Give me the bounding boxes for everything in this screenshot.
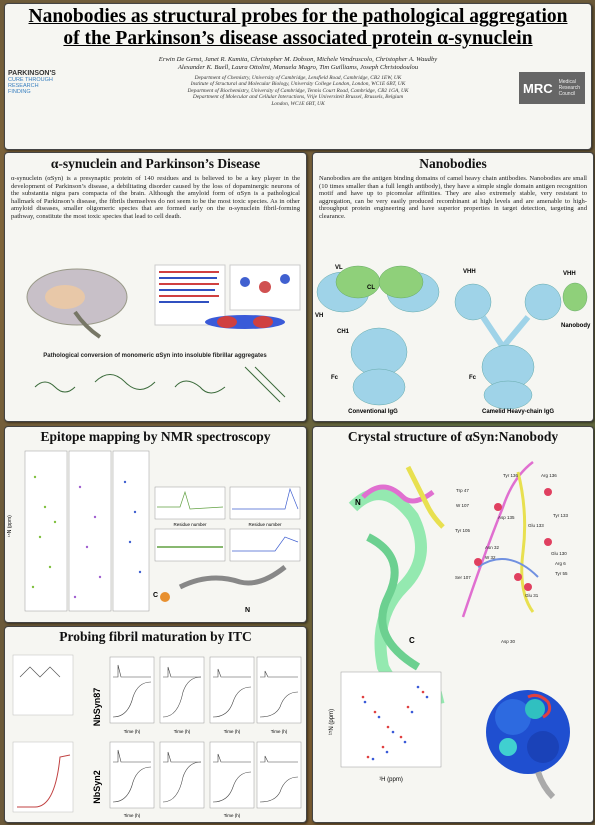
mrc-logo-text: MRC <box>523 80 553 96</box>
caption-conventional-igg: Conventional IgG <box>348 409 398 415</box>
antibody-figure <box>313 257 593 417</box>
label-vl: VL <box>335 265 343 271</box>
camelid-igg <box>455 283 587 409</box>
asyn-figure-caption: Pathological conversion of monomeric αSyn into insoluble fibrillar aggregates <box>43 353 267 359</box>
residue-label-1: Residue number <box>173 522 207 527</box>
nmr-title: Epitope mapping by NMR spectroscopy <box>40 429 271 444</box>
nmr-y-axis-label: ¹⁵N (ppm) <box>7 515 13 537</box>
res-label-15: Asp 30 <box>501 639 516 644</box>
res-label-3: W 107 <box>456 503 470 508</box>
asyn-figure <box>5 257 306 417</box>
res-label-14: Glu 31 <box>525 593 539 598</box>
res-label-5: Glu 133 <box>528 523 544 528</box>
itc-time-label-1: Time (h) <box>123 729 141 734</box>
affiliation-5: London, WC1E 6BT, UK <box>271 100 325 107</box>
res-label-12: Ser 107 <box>455 575 471 580</box>
authors-line2: Alexander K. Buell, Laura Ottolini, Manuela Magro, Tim Guilliams, Joseph Christodoulou <box>177 64 419 71</box>
parkinsons-logo <box>8 70 78 95</box>
res-label-6: Tyr 105 <box>455 528 471 533</box>
label-fc-right: Fc <box>469 375 477 381</box>
asyn-title: α-synuclein and Parkinson’s Disease <box>50 156 261 171</box>
nmr-label-n: N <box>245 607 251 614</box>
nanobodies-panel <box>312 152 594 422</box>
itc-row1-label: NbSyn87 <box>92 687 102 727</box>
authors-line1: Erwin De Genst, Janet R. Kumita, Christopher M. Dobson, Michele Vendruscolo, Christopher A. Waudby <box>158 56 438 63</box>
res-label-13: Tyr 55 <box>555 571 568 576</box>
itc-title: Probing fibril maturation by ITC <box>59 629 252 644</box>
single-nanobody <box>563 283 587 311</box>
chemical-shift-plots <box>155 487 300 561</box>
itc-time-label-3: Time (h) <box>223 729 241 734</box>
crystal-label-n: N <box>355 498 361 507</box>
asyn-text: α-synuclein (αSyn) is a presynaptic protein of 140 residues and is believed to be a key player in the development of Parkinson’s disease, a debilitating disorder caused by the loss of dopaminergic neurons of the substantia nigra pars compacta of the brain. Although the amyloid form of αSyn is a pathological hallmark of Parkinson’s disease, the fibrils themselves do not seem to be the most toxic species. As in other amyloid diseases, smaller oligomeric species that are formed early on the α-synuclein fibril-forming pathway, constitute the most toxic species that lead to cell death. <box>11 175 300 220</box>
residue-label-2: Residue number <box>248 522 282 527</box>
res-label-10: W 32 <box>485 555 496 560</box>
parkinsons-logo-title: PARKINSON'S <box>8 70 56 77</box>
aggregation-pathway <box>35 367 285 402</box>
hsqc-x-label: ¹H (ppm) <box>379 777 403 783</box>
itc-row2-label: NbSyn2 <box>92 770 102 804</box>
parkinsons-logo-sub1: CURE THROUGH <box>8 77 53 83</box>
hsqc-overlay <box>328 672 441 783</box>
nanobodies-title: Nanobodies <box>419 156 487 171</box>
res-label-8: Asn 32 <box>485 545 500 550</box>
itc-panel <box>4 626 307 823</box>
itc-thermograms <box>110 657 301 818</box>
asyn-structure-cartoon <box>153 567 285 614</box>
affiliation-4: Department of Molecular and Cellular Interactions, Vrije Universiteit Brussel, Brussels, Belgium <box>192 94 404 101</box>
itc-time-label-5: Time (h) <box>123 813 141 818</box>
label-vh: VH <box>315 313 324 319</box>
hsqc-y-label: ¹⁵N (ppm) <box>329 708 335 736</box>
res-label-7: Tyr 133 <box>553 513 569 518</box>
mrc-logo-sub3: Council <box>558 91 576 97</box>
hsqc-spectra <box>7 451 149 611</box>
label-vhh-right: VHH <box>563 271 576 277</box>
affiliation-1: Department of Chemistry, University of Cambridge, Lensfield Road, Cambridge, CB2 1EW, UK <box>194 75 402 81</box>
itc-schematic <box>13 655 73 812</box>
itc-time-label-6: Time (h) <box>223 813 241 818</box>
mrc-logo-sub1: Medical <box>558 79 576 85</box>
parkinsons-logo-sub3: FINDING <box>8 89 31 95</box>
itc-time-label-4: Time (h) <box>270 729 288 734</box>
label-ch1: CH1 <box>337 329 350 335</box>
poster-title-line2: of the Parkinson’s disease associated protein α-synuclein <box>63 28 533 49</box>
mrc-logo-sub2: Research <box>558 85 581 91</box>
header-panel <box>4 3 592 150</box>
nanobodies-text: Nanobodies are the antigen binding domains of camel heavy chain antibodies. Nanobodies are small (10 times smaller than a full length antibody), they have a simple single domain antigen recognition motif and have up to picomolar affinities. They are also extremely stable, very resistant to aggregation, can be very easily produced recombinant at high levels and are amenable to high-throughput protein engineering and have superior properties in target detection, targeting and clearance. <box>319 175 587 220</box>
asyn-panel <box>4 152 307 422</box>
parkinsons-logo-sub2: RESEARCH <box>8 83 39 89</box>
caption-camelid-igg: Camelid Heavy-chain IgG <box>481 409 555 415</box>
label-cl: CL <box>367 285 375 291</box>
surface-model <box>486 690 570 797</box>
poster-title-line1: Nanobodies as structural probes for the pathological aggregation <box>28 6 568 27</box>
label-fc-left: Fc <box>331 375 339 381</box>
res-label-1: Arg 136 <box>541 473 557 478</box>
nmr-spectra-figure <box>5 447 306 622</box>
res-label-2: Trp 47 <box>456 488 469 493</box>
res-label-0: Tyr 136 <box>503 473 519 478</box>
interface-detail <box>455 462 569 644</box>
nmr-panel <box>4 426 307 623</box>
crystal-figure <box>313 447 593 822</box>
affiliation-2: Institute of Structural and Molecular Biology, University College London, London, WC1E 6BT, UK <box>190 81 406 88</box>
mrc-logo <box>519 72 585 104</box>
crystal-label-c: C <box>409 636 415 645</box>
res-label-4: Asp 135 <box>498 515 515 520</box>
itc-figure <box>5 647 306 822</box>
label-vhh-left: VHH <box>463 269 476 275</box>
res-label-9: Glu 130 <box>551 551 567 556</box>
nmr-label-c: C <box>153 592 159 599</box>
nanobody-ribbon <box>353 467 443 699</box>
res-label-11: Arg 6 <box>555 561 566 566</box>
conventional-igg <box>317 266 439 405</box>
label-nanobody: Nanobody <box>561 323 591 329</box>
crystal-title: Crystal structure of αSyn:Nanobody <box>347 429 559 444</box>
itc-time-label-2: Time (h) <box>173 729 191 734</box>
crystal-panel <box>312 426 594 823</box>
affiliation-3: Department of Biochemistry, University of Cambridge, Tennis Court Road, Cambridge, CB2 1GA, UK <box>187 87 409 94</box>
